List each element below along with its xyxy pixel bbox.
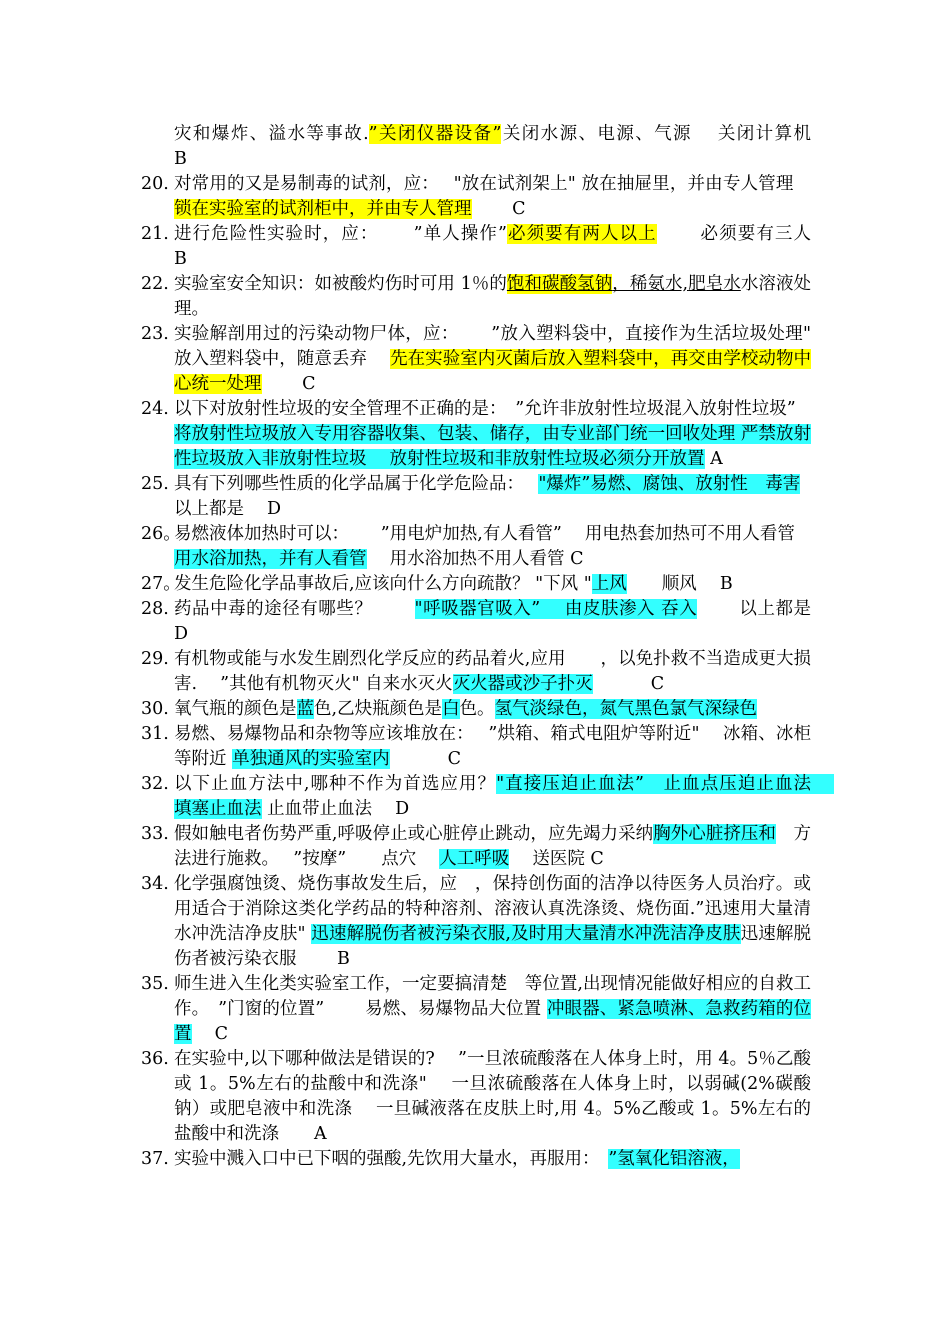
question-segment: 进行危险性实验时，应： ”单人操作”	[174, 224, 507, 244]
question-text	[174, 597, 829, 647]
question-number: 35.	[141, 974, 169, 994]
question-segment: 水溶液处理。	[174, 274, 812, 319]
question-number: 37.	[141, 1149, 169, 1169]
question-item	[141, 322, 811, 397]
question-segment: C	[389, 749, 462, 769]
question-text	[174, 322, 811, 397]
question-segment: 必须要有三人 B	[174, 224, 870, 269]
question-item	[141, 1147, 811, 1172]
highlighted-answer: "呼吸器官吸入” 由皮肤渗入 吞入	[414, 599, 698, 619]
question-segment: C	[592, 674, 665, 694]
question-segment: 送医院 C	[509, 849, 604, 869]
question-number: 24.	[141, 399, 169, 419]
question-segment: 肥皂水	[688, 274, 741, 294]
highlighted-answer: 必须要有两人以上	[506, 224, 657, 244]
question-number: 30.	[141, 699, 169, 719]
question-segment: 假如触电者伤势严重,呼吸停止或心脏停止跳动，应先竭力采纳	[174, 824, 654, 844]
question-text	[174, 822, 811, 872]
question-segment: 在实验中,以下哪种做法是错误的? ”一旦浓硫酸落在人体身上时，用 4。5％乙酸或 1。5%左右的盐酸中和洗涤" 一旦浓硫酸落在人体身上时，以弱碱(2%碳酸钠）或肥皂液中和洗涤 一旦碱液落在皮肤上时,用 4。5%乙酸或 1。5%左右的盐酸中和洗涤 A	[174, 1049, 811, 1144]
question-segment: 对常用的又是易制毒的试剂，应： "放在试剂架上" 放在抽屉里，并由专人管理	[174, 174, 811, 194]
question-segment: 实验中溅入口中已下咽的强酸,先饮用大量水，再服用：	[174, 1149, 609, 1169]
question-text	[174, 272, 811, 322]
question-segment: 色,乙炔瓶颜色是	[314, 699, 443, 719]
highlighted-answer: 白	[442, 699, 460, 719]
question-segment: 实验室安全知识：如被酸灼伤时可用 1％的	[174, 274, 507, 294]
question-text	[174, 697, 811, 722]
highlighted-answer: 胸外心脏挤压和	[653, 824, 776, 844]
question-number: 25.	[141, 474, 169, 494]
highlighted-answer: "爆炸”易燃、腐蚀、放射性 毒害	[538, 474, 801, 494]
highlighted-answer: 将放射性垃圾放入专用容器收集、包装、储存，由专业部门统一回收处理 严禁放射性垃圾放入非放射性垃圾 放射性垃圾和非放射性垃圾必须分开放置	[174, 424, 811, 469]
question-segment: ，稀氨水,	[612, 274, 689, 294]
question-segment: 色。	[459, 699, 495, 719]
question-number: 23.	[141, 324, 169, 344]
question-item	[141, 122, 870, 172]
question-text	[174, 772, 835, 822]
highlighted-answer: 灭火器或沙子扑灭	[452, 674, 593, 694]
question-segment: 方法进行施救。 ”按摩” 点穴	[174, 824, 812, 869]
highlighted-answer: "直接压迫止血法” 止血点压迫止血法 填塞止血法	[174, 774, 835, 819]
question-number: 33.	[141, 824, 169, 844]
question-item	[141, 172, 811, 222]
question-item	[141, 1047, 811, 1147]
question-text	[174, 647, 811, 697]
highlighted-answer: ”关闭仪器设备”	[368, 124, 502, 144]
question-segment: 易燃液体加热时可以： ”用电炉加热,有人看管” 用电热套加热可不用人看管	[174, 524, 813, 544]
question-text	[174, 397, 814, 472]
question-item	[141, 647, 811, 697]
question-segment: 迅速解脱伤者被污染衣服 B	[174, 924, 812, 969]
question-segment: 具有下列哪些性质的化学品属于化学危险品：	[174, 474, 539, 494]
question-text	[174, 172, 811, 222]
question-segment: C	[471, 199, 526, 219]
question-segment: 止血带止血法 D	[261, 799, 410, 819]
question-segment: C	[191, 1024, 228, 1044]
question-item	[141, 972, 811, 1047]
question-segment: 有机物或能与水发生剧烈化学反应的药品着火,应用 ，以免扑救不当造成更大损害. ”其他有机物灭火" 自来水灭火	[174, 649, 811, 694]
question-segment: 化学强腐蚀烫、烧伤事故发生后，应 ，保持创伤面的洁净以待医务人员治疗。或用适合于消除这类化学药品的特种溶剂、溶液认真洗涤烫、烧伤面.”迅速用大量清水冲洗洁净皮肤"	[174, 874, 811, 944]
highlighted-answer: 饱和碳酸氢钠	[506, 274, 613, 294]
question-item	[141, 872, 811, 972]
question-item	[141, 522, 811, 572]
question-segment: 以下对放射性垃圾的安全管理不正确的是： ”允许非放射性垃圾混入放射性垃圾”	[174, 399, 814, 419]
highlighted-answer: 锁在实验室的试剂柜中，并由专人管理	[174, 199, 472, 219]
question-number: 32.	[141, 774, 169, 794]
question-segment: C	[261, 374, 316, 394]
question-segment: 以上都是 D	[174, 474, 818, 519]
question-text	[174, 572, 811, 597]
question-segment: 以上都是 D	[174, 599, 829, 644]
question-segment: 氧气瓶的颜色是	[174, 699, 297, 719]
question-number: 27。	[141, 574, 181, 594]
question-number: 20.	[141, 174, 169, 194]
question-number: 31.	[141, 724, 169, 744]
question-segment: 以下止血方法中,哪种不作为首选应用？	[174, 774, 497, 794]
question-text	[174, 222, 870, 272]
highlighted-answer: 用水浴加热，并有人看管	[174, 549, 367, 569]
question-segment: 易燃、易爆物品和杂物等应该堆放在： ”烘箱、箱式电阻炉等附近" 冰箱、冰柜等附近	[174, 724, 811, 769]
question-segment: 师生进入生化类实验室工作，一定要搞清楚 等位置,出现情况能做好相应的自救工作。 ”门窗的位置” 易燃、易爆物品大位置	[174, 974, 811, 1019]
question-text	[174, 472, 818, 522]
question-text	[174, 522, 811, 572]
question-segment: A	[704, 449, 723, 469]
question-item	[141, 772, 835, 822]
question-item	[141, 597, 829, 647]
highlighted-answer: 单独通风的实验室内	[232, 749, 390, 769]
highlighted-answer: 先在实验室内灭菌后放入塑料袋中，再交由学校动物中心统一处理	[174, 349, 812, 394]
question-segment: 灾和爆炸、溢水等事故.	[174, 124, 369, 144]
highlighted-answer: 蓝	[296, 699, 314, 719]
question-text	[174, 722, 811, 772]
question-item	[141, 722, 811, 772]
question-list	[141, 122, 870, 1172]
question-text	[174, 1147, 811, 1172]
question-text	[174, 122, 870, 172]
question-number: 21.	[141, 224, 169, 244]
highlighted-answer: 迅速解脱伤者被污染衣服,及时用大量清水冲洗洁净皮肤	[311, 924, 741, 944]
question-segment: 用水浴加热不用人看管 C	[366, 549, 584, 569]
question-text	[174, 972, 811, 1047]
question-number: 28.	[141, 599, 169, 619]
question-text	[174, 872, 811, 972]
question-number: 36.	[141, 1049, 169, 1069]
question-item	[141, 222, 870, 272]
question-segment: 关闭水源、电源、气源 关闭计算机 B	[174, 124, 870, 169]
question-item	[141, 272, 811, 322]
question-item	[141, 822, 811, 872]
question-item	[141, 572, 811, 597]
question-item	[141, 397, 814, 472]
highlighted-answer: 氢气淡绿色，氮气黑色氯气深绿色	[494, 699, 758, 719]
question-item	[141, 472, 818, 522]
question-number: 29.	[141, 649, 169, 669]
question-text	[174, 1047, 811, 1147]
question-segment: 药品中毒的途径有哪些？	[174, 599, 415, 619]
highlighted-answer: 冲眼器、紧急喷淋、急救药箱的位置	[174, 999, 811, 1044]
question-segment: 发生危险化学品事故后,应该向什么方向疏散？ "下风 "	[174, 574, 592, 594]
question-number: 34.	[141, 874, 169, 894]
highlighted-answer: 上风	[591, 574, 627, 594]
highlighted-answer: ”氢氧化铝溶液，	[608, 1149, 740, 1169]
question-segment: 顺风 B	[626, 574, 733, 594]
question-number: 26。	[141, 524, 181, 544]
question-item	[141, 697, 811, 722]
question-number: 22.	[141, 274, 169, 294]
question-segment: 实验解剖用过的污染动物尸体，应： ”放入塑料袋中，直接作为生活垃圾处理" 放入塑料袋中，随意丢弃	[174, 324, 811, 369]
highlighted-answer: 人工呼吸	[439, 849, 510, 869]
